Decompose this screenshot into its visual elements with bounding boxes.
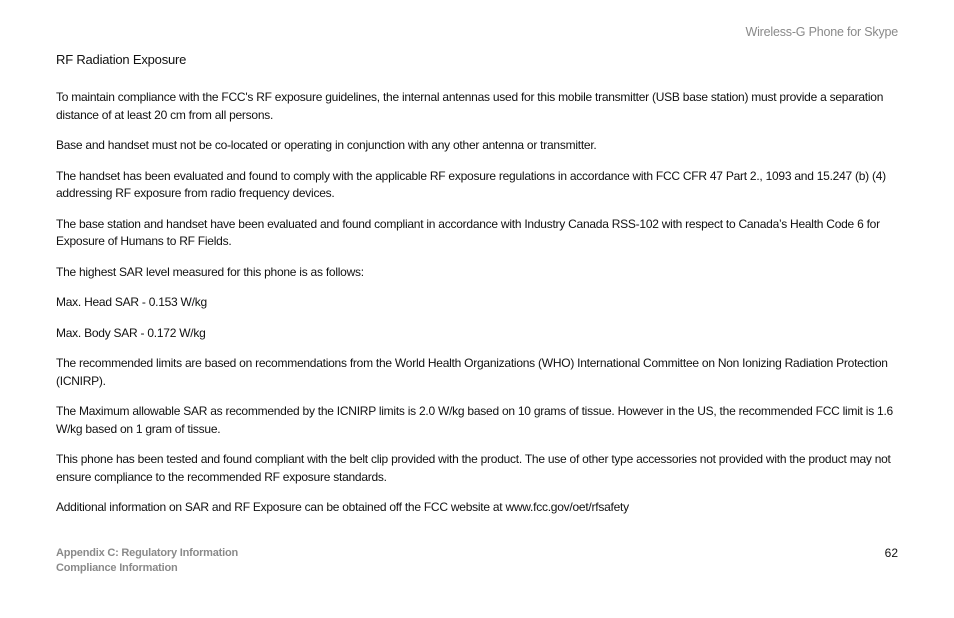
paragraph-belt-clip: This phone has been tested and found compliant with the belt clip provided with the product. The use of other type accessories not provided with the product may not ensure compliance to the recommended RF exposure standards. (56, 452, 891, 484)
paragraph-body-sar: Max. Body SAR - 0.172 W/kg (56, 325, 206, 340)
running-header: Wireless-G Phone for Skype (745, 25, 898, 39)
paragraph-sar-intro: The highest SAR level measured for this phone is as follows: (56, 264, 364, 279)
page-number: 62 (884, 546, 898, 560)
paragraph-separation-distance: To maintain compliance with the FCC's RF exposure guidelines, the internal antennas used for this mobile transmitter (USB base station) must provide a separation distance of at least 20 cm from all persons. (56, 90, 884, 122)
footer-subsection-title: Compliance Information (56, 562, 178, 574)
paragraph-head-sar: Max. Head SAR - 0.153 W/kg (56, 295, 207, 309)
section-heading: RF Radiation Exposure (56, 52, 187, 67)
footer-appendix-title: Appendix C: Regulatory Information (56, 547, 239, 559)
paragraph-fcc-evaluation: The handset has been evaluated and found to comply with the applicable RF exposure regulations in accordance with FCC CFR 47 Part 2., 1093 and 15.247 (b) (4) addressing RF exposure from radio frequency devices. (56, 168, 886, 200)
main-content (56, 52, 901, 530)
paragraph-co-location: Base and handset must not be co-located or operating in conjunction with any other antenna or transmitter. (56, 138, 597, 152)
paragraph-max-sar: The Maximum allowable SAR as recommended by the ICNIRP limits is 2.0 W/kg based on 10 grams of tissue. However in the US, the recommended FCC limit is 1.6 W/kg based on 1 gram of tissue. (56, 404, 893, 436)
paragraph-who-limits: The recommended limits are based on recommendations from the World Health Organizations (WHO) International Committee on Non Ionizing Radiation Protection (ICNIRP). (56, 356, 888, 388)
paragraph-industry-canada: The base station and handset have been evaluated and found compliant in accordance with Industry Canada RSS-102 with respect to Canada’s Health Code 6 for Exposure of Humans to RF Fields. (56, 216, 880, 248)
paragraph-additional-info: Additional information on SAR and RF Exposure can be obtained off the FCC website at www.fcc.gov/oet/rfsafety (56, 500, 629, 514)
footer-breadcrumb (56, 546, 238, 576)
